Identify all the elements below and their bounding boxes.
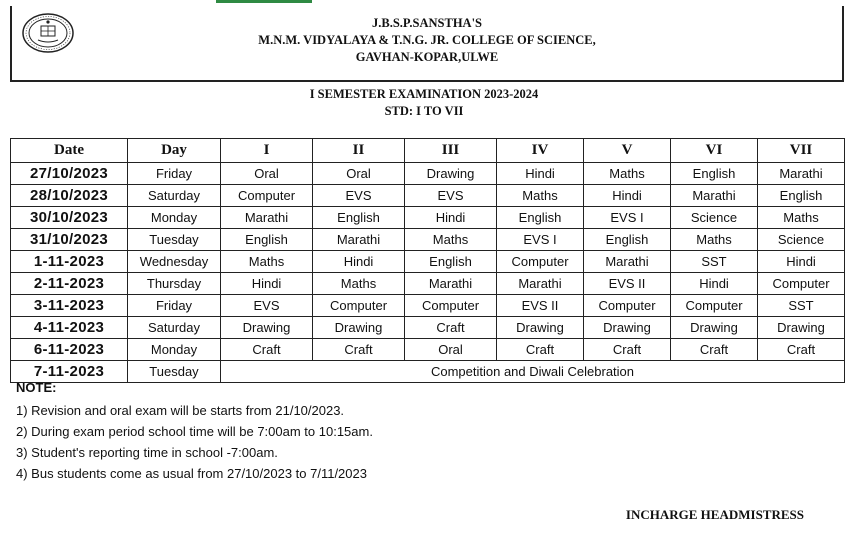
subject-cell: Computer — [758, 273, 845, 295]
day-cell: Friday — [128, 295, 221, 317]
table-row — [11, 163, 845, 185]
subject-cell: Drawing — [405, 163, 497, 185]
table-row — [11, 229, 845, 251]
subject-cell: English — [313, 207, 405, 229]
table-row — [11, 207, 845, 229]
school-name: M.N.M. VIDYALAYA & T.N.G. JR. COLLEGE OF SCIENCE, — [258, 33, 596, 47]
sanstha-name: J.B.S.P.SANSTHA'S — [372, 16, 482, 30]
table-row — [11, 251, 845, 273]
column-header-date: Date — [11, 139, 128, 163]
date-cell: 7-11-2023 — [11, 361, 128, 383]
column-header-std-vi: VI — [671, 139, 758, 163]
subject-cell: Marathi — [405, 273, 497, 295]
subject-cell: Computer — [405, 295, 497, 317]
subject-cell: Drawing — [313, 317, 405, 339]
subject-cell: Marathi — [221, 207, 313, 229]
date-cell: 27/10/2023 — [11, 163, 128, 185]
subject-cell: Drawing — [671, 317, 758, 339]
subject-cell: EVS II — [497, 295, 584, 317]
subject-cell: Hindi — [221, 273, 313, 295]
table-row — [11, 185, 845, 207]
subject-cell: English — [758, 185, 845, 207]
day-cell: Wednesday — [128, 251, 221, 273]
subject-cell: Craft — [497, 339, 584, 361]
note-item: 1) Revision and oral exam will be starts from 21/10/2023. — [16, 403, 345, 418]
subject-cell: Maths — [313, 273, 405, 295]
school-header — [10, 6, 844, 82]
subject-cell: English — [221, 229, 313, 251]
day-cell: Tuesday — [128, 229, 221, 251]
column-header-std-v: V — [584, 139, 671, 163]
date-cell: 3-11-2023 — [11, 295, 128, 317]
note-item: 4) Bus students come as usual from 27/10/2023 to 7/11/2023 — [16, 466, 367, 481]
subject-cell: Marathi — [497, 273, 584, 295]
subject-cell: EVS — [405, 185, 497, 207]
subject-cell: Science — [758, 229, 845, 251]
date-cell: 28/10/2023 — [11, 185, 128, 207]
top-accent-bar — [216, 0, 312, 3]
subject-cell: Maths — [758, 207, 845, 229]
day-cell: Thursday — [128, 273, 221, 295]
subject-cell: EVS II — [584, 273, 671, 295]
column-header-std-iii: III — [405, 139, 497, 163]
day-cell: Monday — [128, 339, 221, 361]
subject-cell: Craft — [313, 339, 405, 361]
subject-cell: EVS I — [584, 207, 671, 229]
subject-cell: English — [671, 163, 758, 185]
subject-cell: Hindi — [313, 251, 405, 273]
day-cell: Tuesday — [128, 361, 221, 383]
day-cell: Friday — [128, 163, 221, 185]
date-cell: 31/10/2023 — [11, 229, 128, 251]
note-item: 3) Student's reporting time in school -7:00am. — [16, 445, 278, 460]
day-cell: Monday — [128, 207, 221, 229]
subject-cell: Drawing — [584, 317, 671, 339]
subject-cell: EVS I — [497, 229, 584, 251]
signature-label: INCHARGE HEADMISTRESS — [625, 507, 804, 522]
subject-cell: Drawing — [221, 317, 313, 339]
subject-cell: Craft — [584, 339, 671, 361]
day-cell: Saturday — [128, 185, 221, 207]
subject-cell: Craft — [758, 339, 845, 361]
exam-timetable — [10, 138, 845, 383]
subject-cell: Hindi — [584, 185, 671, 207]
table-row — [11, 361, 845, 383]
day-cell: Saturday — [128, 317, 221, 339]
subject-cell: Craft — [221, 339, 313, 361]
notes-list — [16, 400, 373, 484]
date-cell: 2-11-2023 — [11, 273, 128, 295]
subject-cell: EVS — [313, 185, 405, 207]
subject-cell: Drawing — [758, 317, 845, 339]
subject-cell: Marathi — [671, 185, 758, 207]
column-header-std-i: I — [221, 139, 313, 163]
standard-range: STD: I TO VII — [384, 104, 464, 118]
table-row — [11, 273, 845, 295]
subject-cell: Maths — [497, 185, 584, 207]
date-cell: 4-11-2023 — [11, 317, 128, 339]
table-row — [11, 295, 845, 317]
date-cell: 6-11-2023 — [11, 339, 128, 361]
subject-cell: Hindi — [405, 207, 497, 229]
subject-cell: Hindi — [671, 273, 758, 295]
exam-title: I SEMESTER EXAMINATION 2023-2024 — [309, 87, 539, 101]
subject-cell: Computer — [671, 295, 758, 317]
date-cell: 1-11-2023 — [11, 251, 128, 273]
subject-cell: EVS — [221, 295, 313, 317]
subject-cell: Marathi — [584, 251, 671, 273]
subject-cell: Computer — [584, 295, 671, 317]
subject-cell: Craft — [405, 317, 497, 339]
subject-cell: Drawing — [497, 317, 584, 339]
subject-cell: SST — [758, 295, 845, 317]
subject-cell: Hindi — [758, 251, 845, 273]
date-cell: 30/10/2023 — [11, 207, 128, 229]
subject-cell: Maths — [584, 163, 671, 185]
subject-cell: Maths — [221, 251, 313, 273]
subject-cell: Oral — [313, 163, 405, 185]
notes-title: NOTE: — [16, 380, 57, 395]
table-row — [11, 339, 845, 361]
subject-cell: Maths — [671, 229, 758, 251]
note-item: 2) During exam period school time will be 7:00am to 10:15am. — [16, 424, 373, 439]
column-header-std-iv: IV — [497, 139, 584, 163]
subject-cell: English — [497, 207, 584, 229]
subject-cell: English — [584, 229, 671, 251]
column-header-std-ii: II — [313, 139, 405, 163]
subject-cell: Oral — [221, 163, 313, 185]
subject-cell: Computer — [497, 251, 584, 273]
celebration-cell: Competition and Diwali Celebration — [221, 361, 845, 383]
subject-cell: Marathi — [313, 229, 405, 251]
subject-cell: Craft — [671, 339, 758, 361]
column-header-std-vii: VII — [758, 139, 845, 163]
column-header-day: Day — [128, 139, 221, 163]
subject-cell: Computer — [313, 295, 405, 317]
subject-cell: Maths — [405, 229, 497, 251]
subject-cell: Computer — [221, 185, 313, 207]
subject-cell: Science — [671, 207, 758, 229]
school-address: GAVHAN-KOPAR,ULWE — [355, 50, 499, 64]
subject-cell: Oral — [405, 339, 497, 361]
subject-cell: SST — [671, 251, 758, 273]
table-row — [11, 317, 845, 339]
table-header-row — [11, 139, 845, 163]
subject-cell: English — [405, 251, 497, 273]
subject-cell: Hindi — [497, 163, 584, 185]
subject-cell: Marathi — [758, 163, 845, 185]
